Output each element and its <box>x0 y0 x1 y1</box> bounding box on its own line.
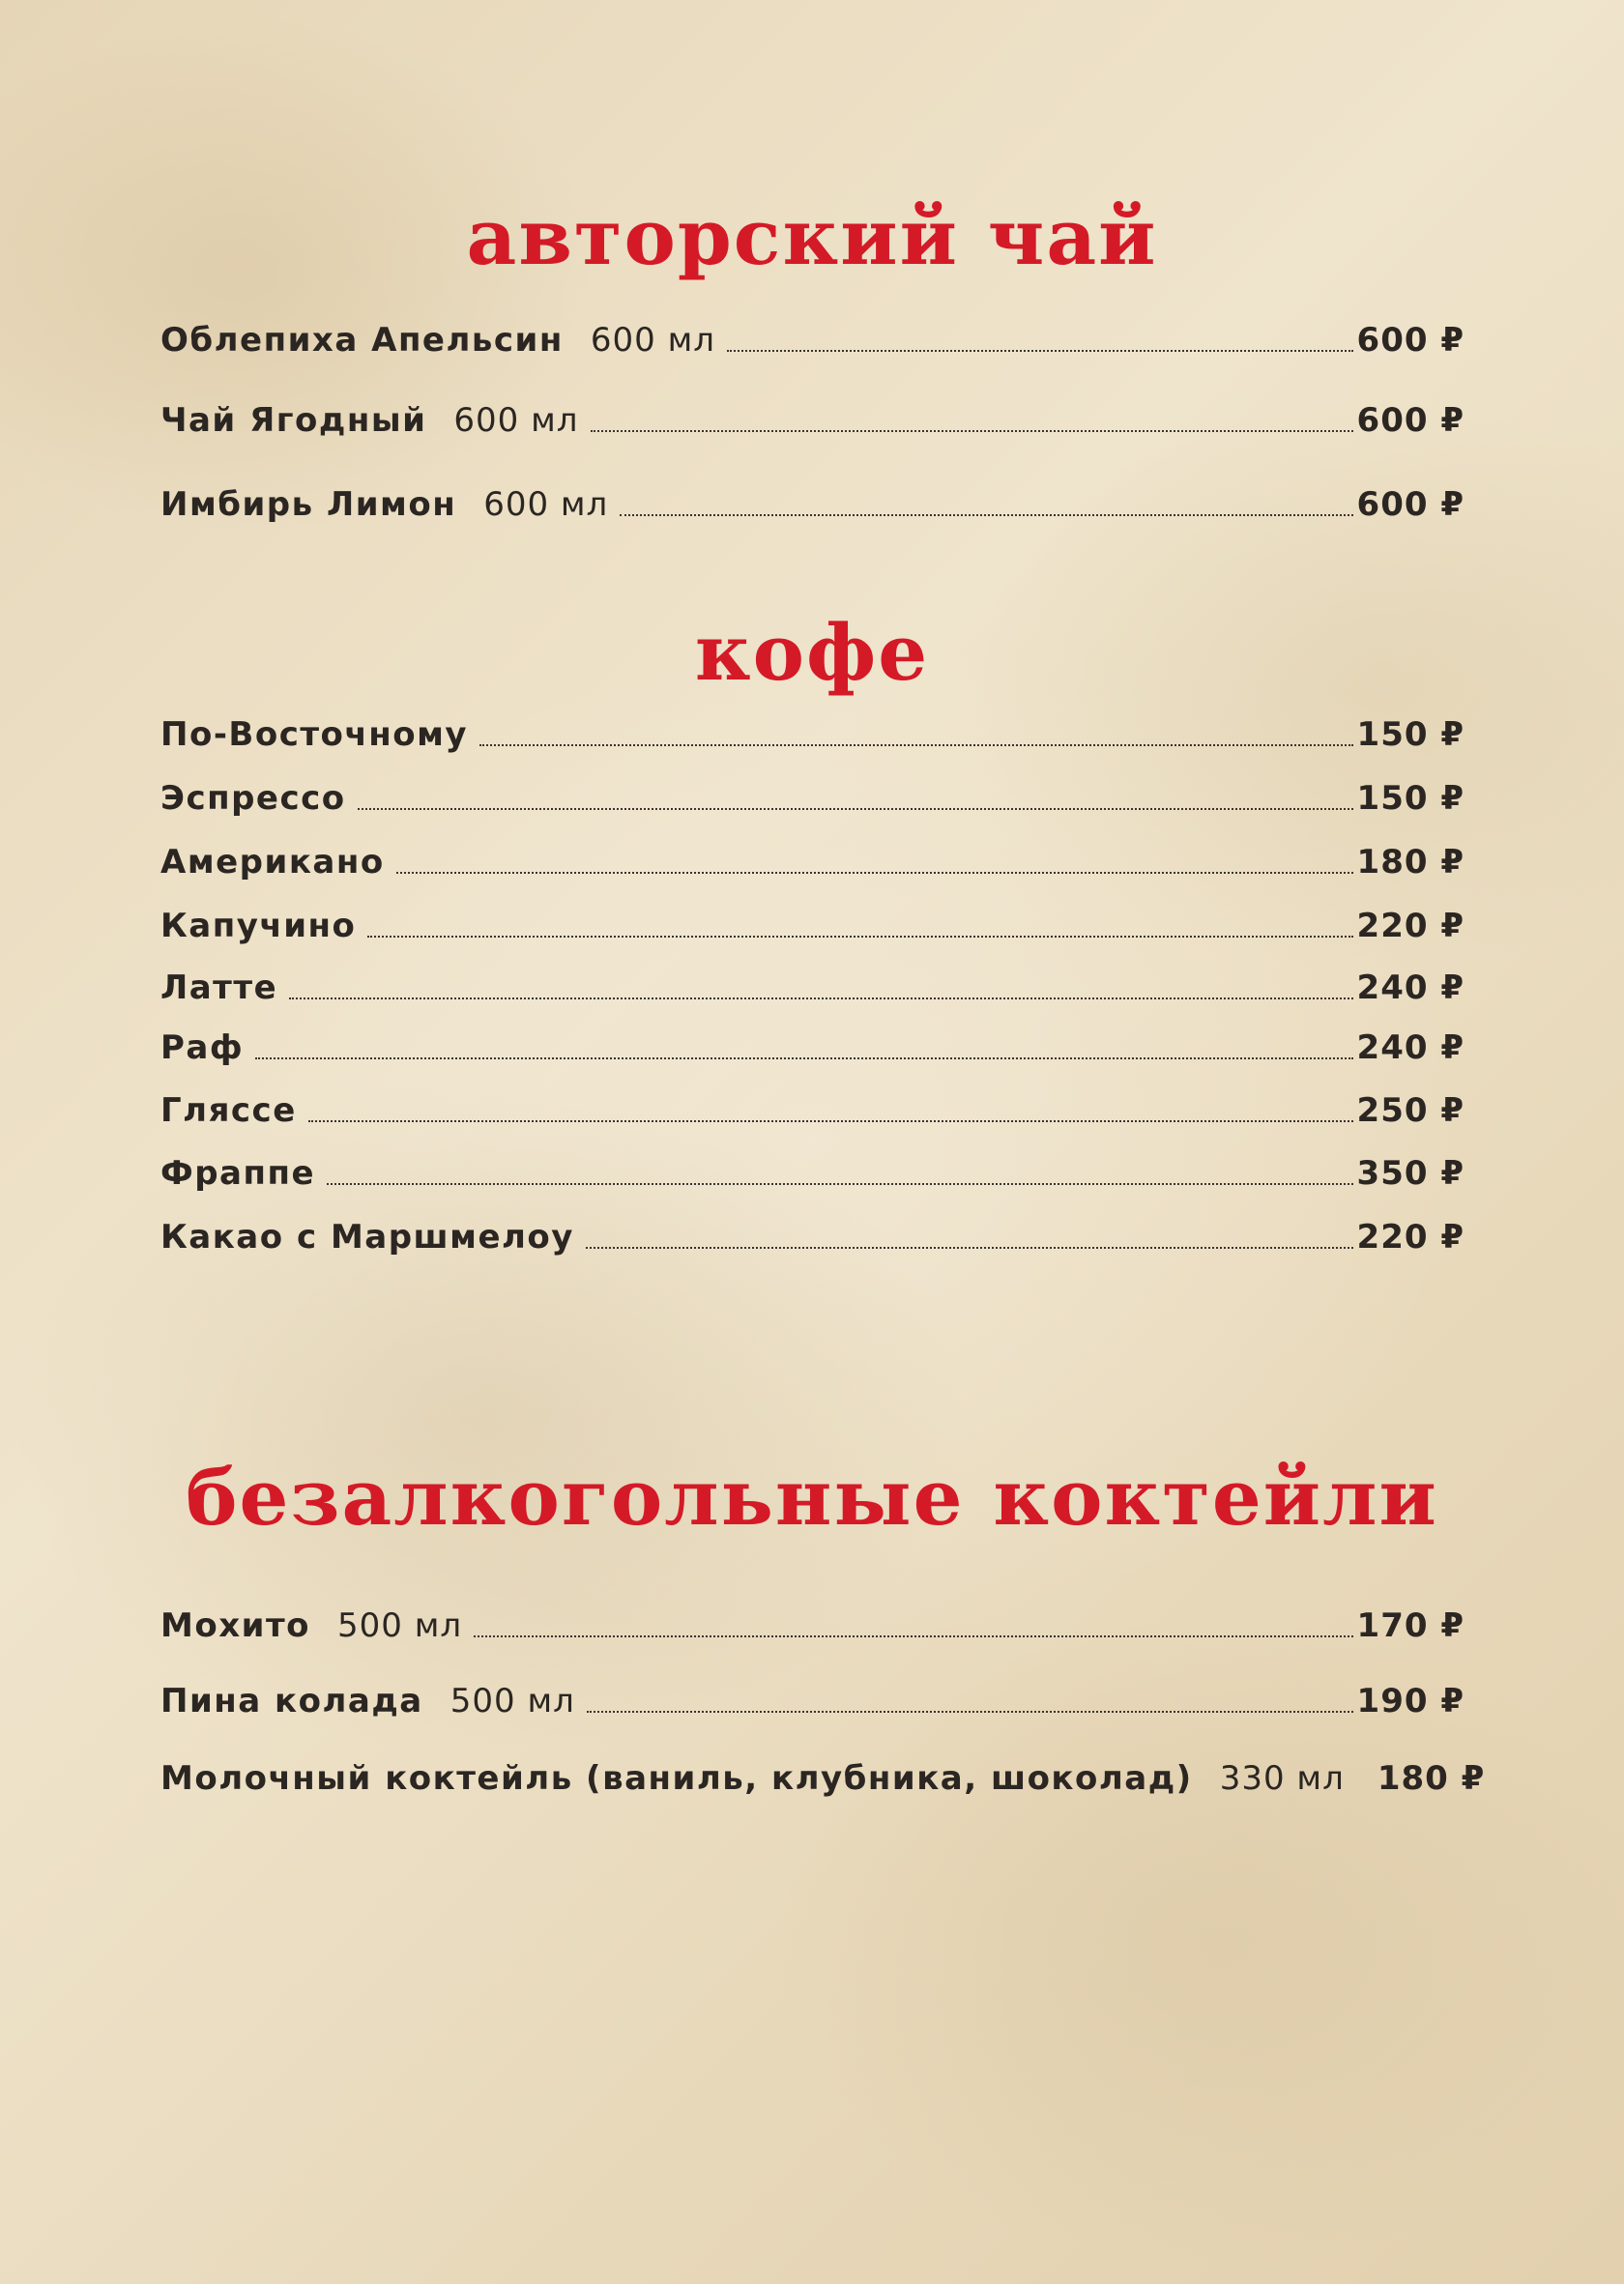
dot-leader <box>367 936 1352 938</box>
dot-leader <box>474 1635 1352 1637</box>
dot-leader <box>586 1247 1353 1249</box>
menu-item <box>160 399 1464 442</box>
dot-leader <box>255 1057 1352 1059</box>
menu-item <box>160 905 1464 947</box>
item-price: 600 ₽ <box>1356 401 1464 440</box>
menu-item <box>160 967 1464 1009</box>
item-volume: 500 мл <box>450 1682 575 1720</box>
item-price: 220 ₽ <box>1356 907 1464 945</box>
dot-leader <box>620 514 1352 516</box>
menu-item <box>160 841 1464 883</box>
dot-leader <box>327 1183 1352 1185</box>
menu-item <box>160 1089 1464 1132</box>
item-price: 600 ₽ <box>1356 485 1464 524</box>
menu-item <box>160 1216 1464 1258</box>
item-price: 240 ₽ <box>1356 969 1464 1007</box>
item-price: 350 ₽ <box>1356 1154 1464 1193</box>
menu-item <box>160 483 1464 526</box>
item-name: Эспрессо <box>160 779 346 818</box>
section-title-mocktails: безалкогольные коктейли <box>186 1452 1438 1543</box>
menu-item <box>160 713 1464 756</box>
item-price: 180 ₽ <box>1356 843 1464 882</box>
item-price: 180 ₽ <box>1377 1759 1486 1798</box>
dot-leader <box>396 872 1353 874</box>
menu-item <box>160 1152 1464 1195</box>
item-name: Капучино <box>160 907 357 945</box>
item-name: Имбирь Лимон <box>160 485 457 524</box>
item-name: По-Восточному <box>160 715 469 754</box>
item-name: Пина колада <box>160 1682 423 1720</box>
item-price: 240 ₽ <box>1356 1028 1464 1067</box>
item-volume: 600 мл <box>453 401 579 440</box>
item-price: 150 ₽ <box>1356 715 1464 754</box>
menu-item <box>160 1026 1464 1069</box>
item-volume: 500 мл <box>337 1606 463 1645</box>
menu-item <box>160 1605 1464 1647</box>
section-title-coffee: кофе <box>694 607 930 698</box>
menu-item <box>160 777 1464 820</box>
item-name: Американо <box>160 843 385 882</box>
item-price: 220 ₽ <box>1356 1218 1464 1257</box>
item-price: 600 ₽ <box>1356 321 1464 360</box>
dot-leader <box>591 430 1353 432</box>
item-price: 190 ₽ <box>1356 1682 1464 1720</box>
dot-leader <box>308 1120 1353 1122</box>
dot-leader <box>727 350 1353 352</box>
item-volume: 600 мл <box>483 485 609 524</box>
item-volume: 600 мл <box>590 321 715 360</box>
item-name: Фраппе <box>160 1154 316 1193</box>
menu-item <box>160 1757 1486 1800</box>
dot-leader <box>479 744 1352 746</box>
item-price: 170 ₽ <box>1356 1606 1464 1645</box>
dot-leader <box>358 808 1353 810</box>
item-name: Облепиха Апельсин <box>160 321 564 360</box>
item-name: Латте <box>160 969 278 1007</box>
item-name: Молочный коктейль (ваниль, клубника, шоколад) <box>160 1759 1193 1798</box>
item-price: 250 ₽ <box>1356 1091 1464 1130</box>
dot-leader <box>587 1711 1353 1713</box>
item-price: 150 ₽ <box>1356 779 1464 818</box>
dot-leader <box>289 997 1352 999</box>
item-name: Какао с Маршмелоу <box>160 1218 574 1257</box>
item-name: Чай Ягодный <box>160 401 427 440</box>
item-name: Раф <box>160 1028 245 1067</box>
item-name: Мохито <box>160 1606 311 1645</box>
menu-item <box>160 1680 1464 1722</box>
item-name: Гляссе <box>160 1091 297 1130</box>
item-volume: 330 мл <box>1219 1759 1345 1798</box>
menu-item <box>160 319 1464 361</box>
section-title-author-tea: авторский чай <box>466 191 1158 282</box>
